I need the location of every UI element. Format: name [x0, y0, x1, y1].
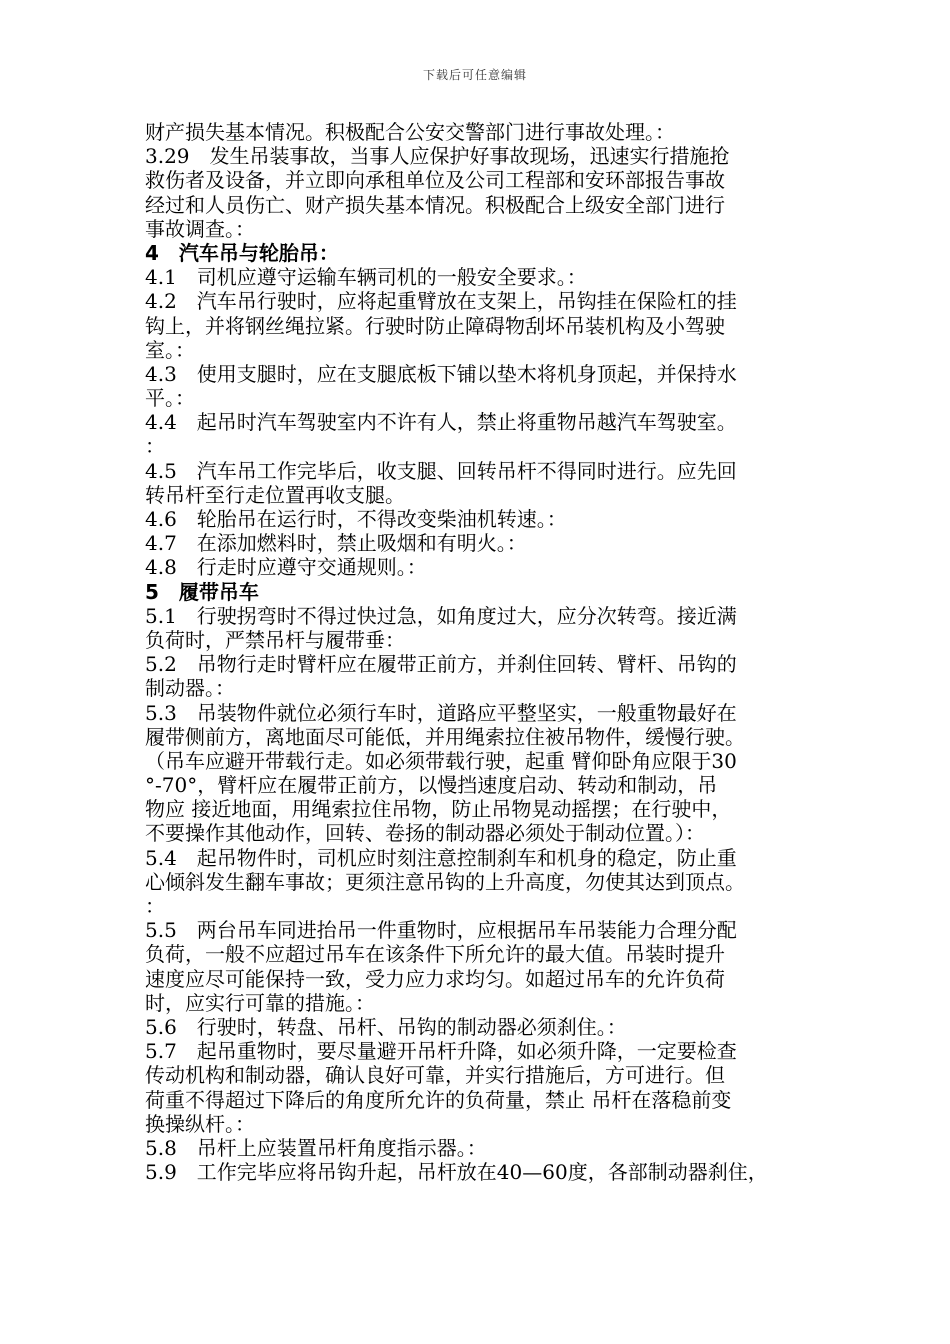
text-line: 4.1 司机应遵守运输车辆司机的一般安全要求。： [145, 265, 587, 290]
text-line: 4.5 汽车吊工作完毕后，收支腿、回转吊杆不得同时进行。应先回 [145, 458, 737, 483]
text-line: 传动机构和制动器，确认良好可靠，并实行措施后，方可进行。但 [145, 1063, 725, 1088]
text-line: 负荷，一般不应超过吊车在该条件下所允许的最大值。吊装时提升 [145, 942, 725, 967]
text-line: 心倾斜发生翻车事故；更须注意吊钩的上升高度，勿使其达到顶点。 [145, 869, 745, 894]
text-line: 事故调查。： [145, 216, 255, 241]
text-line: 负荷时，严禁吊杆与履带垂： [145, 627, 405, 652]
text-line: 4.8 行走时应遵守交通规则。： [145, 555, 427, 580]
text-line: 5.2 吊物行走时臂杆应在履带正前方，并刹住回转、臂杆、吊钩的 [145, 652, 737, 677]
text-line: ： [145, 894, 165, 918]
text-line: 4.3 使用支腿时，应在支腿底板下铺以垫木将机身顶起，并保持水 [145, 361, 737, 386]
text-line: ： [145, 434, 165, 459]
text-line: 荷重不得超过下降后的角度所允许的负荷量，禁止 吊杆在落稳前变 [145, 1087, 732, 1112]
text-line: 3.29 发生吊装事故，当事人应保护好事故现场，迅速实行措施抢 [145, 144, 730, 169]
text-line: 4.2 汽车吊行驶时，应将起重臂放在支架上，吊钩挂在保险杠的挂 [145, 289, 737, 314]
text-line: 5.3 吊装物件就位必须行车时，道路应平整坚实，一般重物最好在 [145, 700, 737, 725]
text-line: 时，应实行可靠的措施。： [145, 990, 375, 1015]
text-line: 钩上，并将钢丝绳拉紧。行驶时防止障碍物刮坏吊装机构及小驾驶 [145, 313, 725, 338]
text-line: （吊车应避开带载行走。如必须带载行驶，起重 臂仰卧角应限于30 [145, 748, 737, 773]
text-line: 5.7 起吊重物时，要尽量避开吊杆升降，如必须升降，一定要检查 [145, 1039, 737, 1064]
text-line: 4.7 在添加燃料时，禁止吸烟和有明火。： [145, 531, 527, 556]
text-line: 4.6 轮胎吊在运行时，不得改变柴油机转速。： [145, 507, 567, 531]
text-line: 不要操作其他动作，回转、卷扬的制动器必须处于制动位置。）： [145, 821, 705, 846]
text-line: 5.6 行驶时，转盘、吊杆、吊钩的制动器必须刹住。： [145, 1014, 627, 1039]
section-heading: 5 履带吊车 [145, 579, 259, 604]
text-line: 5.9 工作完毕应将吊钩升起，吊杆放在40—60度，各部制动器刹住， [145, 1160, 768, 1185]
text-line: 履带侧前方，离地面尽可能低，并用绳索拉住被吊物件，缓慢行驶。 [145, 724, 745, 749]
text-line: °-70°，臂杆应在履带正前方，以慢挡速度启动、转动和制动，吊 [145, 773, 718, 798]
text-line: 转吊杆至行走位置再收支腿。 [145, 482, 405, 507]
text-line: 财产损失基本情况。积极配合公安交警部门进行事故处理。： [145, 120, 675, 144]
text-line: 制动器。： [145, 676, 235, 701]
text-line: 速度应尽可能保持一致，受力应力求均匀。如超过吊车的允许负荷 [145, 966, 725, 991]
text-line: 经过和人员伤亡、财产损失基本情况。积极配合上级安全部门进行 [145, 192, 725, 217]
text-line: 5.1 行驶拐弯时不得过快过急，如角度过大，应分次转弯。接近满 [145, 603, 737, 628]
text-line: 5.5 两台吊车同进抬吊一件重物时，应根据吊车吊装能力合理分配 [145, 918, 737, 943]
text-line: 换操纵杆。： [145, 1111, 255, 1136]
text-line: 5.8 吊杆上应装置吊杆角度指示器。： [145, 1135, 487, 1160]
text-line: 室。： [145, 337, 195, 362]
text-line: 物应 接近地面，用绳索拉住吊物，防止吊物晃动摇摆；在行驶中， [145, 797, 732, 822]
text-line: 4.4 起吊时汽车驾驶室内不许有人，禁止将重物吊越汽车驾驶室。 [145, 410, 737, 435]
text-line: 5.4 起吊物件时，司机应时刻注意控制刹车和机身的稳定，防止重 [145, 845, 737, 870]
page-header-note: 下载后可任意编辑 [422, 68, 527, 82]
section-heading: 4 汽车吊与轮胎吊： [145, 240, 339, 265]
text-line: 救伤者及设备，并立即向承租单位及公司工程部和安环部报告事故 [145, 168, 725, 193]
text-line: 平。： [145, 386, 195, 411]
document-body [145, 120, 820, 1184]
